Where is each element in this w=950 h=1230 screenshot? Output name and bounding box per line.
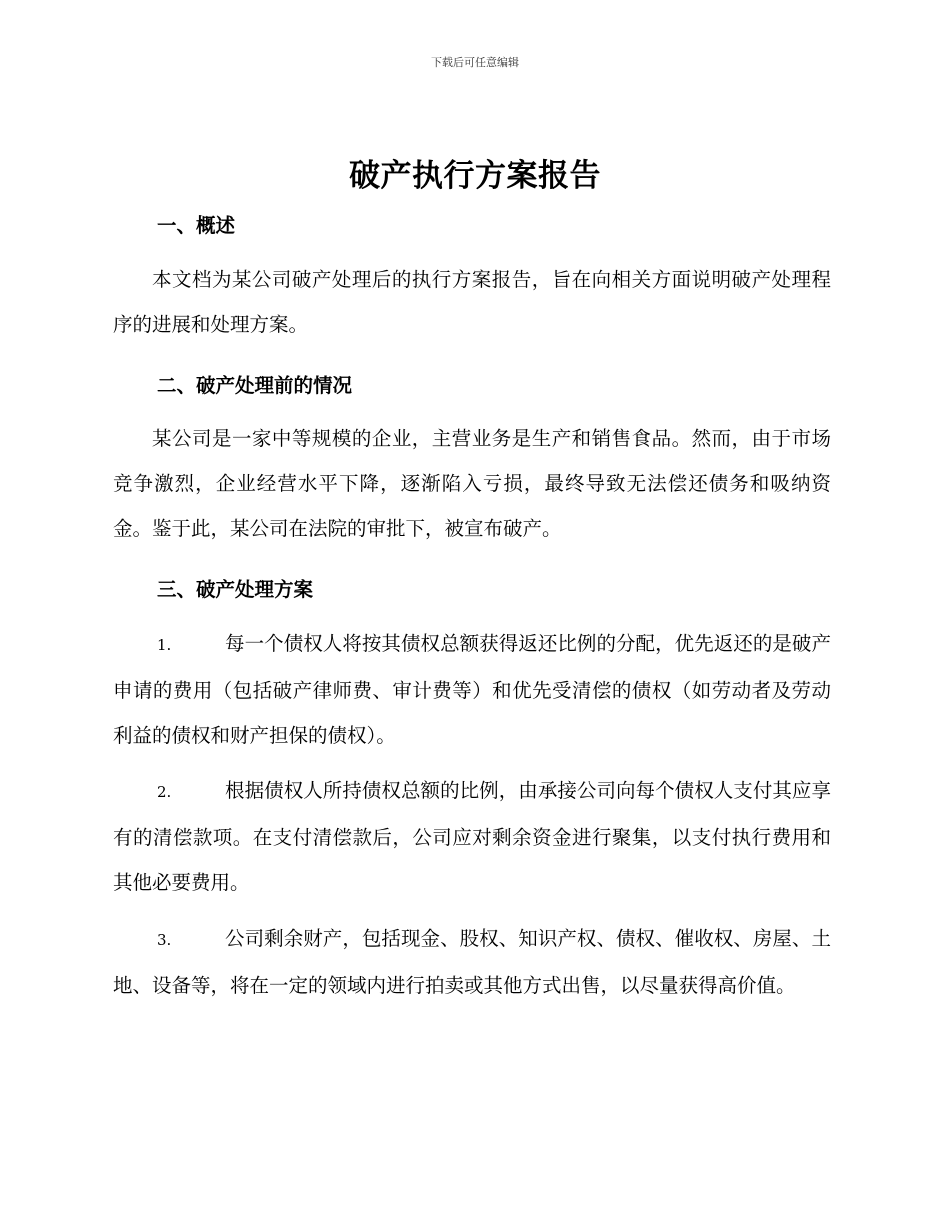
section-heading-overview: 一、概述 xyxy=(157,214,236,237)
list-item xyxy=(113,621,831,758)
list-item xyxy=(113,768,831,905)
document-title: 破产执行方案报告 xyxy=(349,158,601,194)
list-item-number: 2. xyxy=(157,783,172,801)
header-note: 下载后可任意编辑 xyxy=(431,56,519,69)
section-heading-plan: 三、破产处理方案 xyxy=(157,578,314,601)
list-item-number: 3. xyxy=(157,931,172,949)
list-item xyxy=(113,916,831,1008)
list-item-text: 根据债权人所持债权总额的比例，由承接公司向每个债权人支付其应享有的清偿款项。在支付清偿款后，公司应对剩余资金进行聚集，以支付执行费用和其他必要费用。 xyxy=(113,779,831,894)
list-item-text: 公司剩余财产，包括现金、股权、知识产权、债权、催收权、房屋、土地、设备等，将在一定的领域内进行拍卖或其他方式出售，以尽量获得高价值。 xyxy=(113,927,831,997)
section-heading-background: 二、破产处理前的情况 xyxy=(157,374,353,397)
section-paragraph-overview: 本文档为某公司破产处理后的执行方案报告，旨在向相关方面说明破产处理程序的进展和处理方案。 xyxy=(113,268,831,336)
list-item-number: 1. xyxy=(157,636,172,654)
section-paragraph-background: 某公司是一家中等规模的企业，主营业务是生产和销售食品。然而，由于市场竞争激烈，企业经营水平下降，逐渐陷入亏损，最终导致无法偿还债务和吸纳资金。鉴于此，某公司在法院的审批下，被宣布破产。 xyxy=(113,427,831,540)
list-item-text: 每一个债权人将按其债权总额获得返还比例的分配，优先返还的是破产申请的费用（包括破产律师费、审计费等）和优先受清偿的债权（如劳动者及劳动利益的债权和财产担保的债权）。 xyxy=(113,632,831,747)
